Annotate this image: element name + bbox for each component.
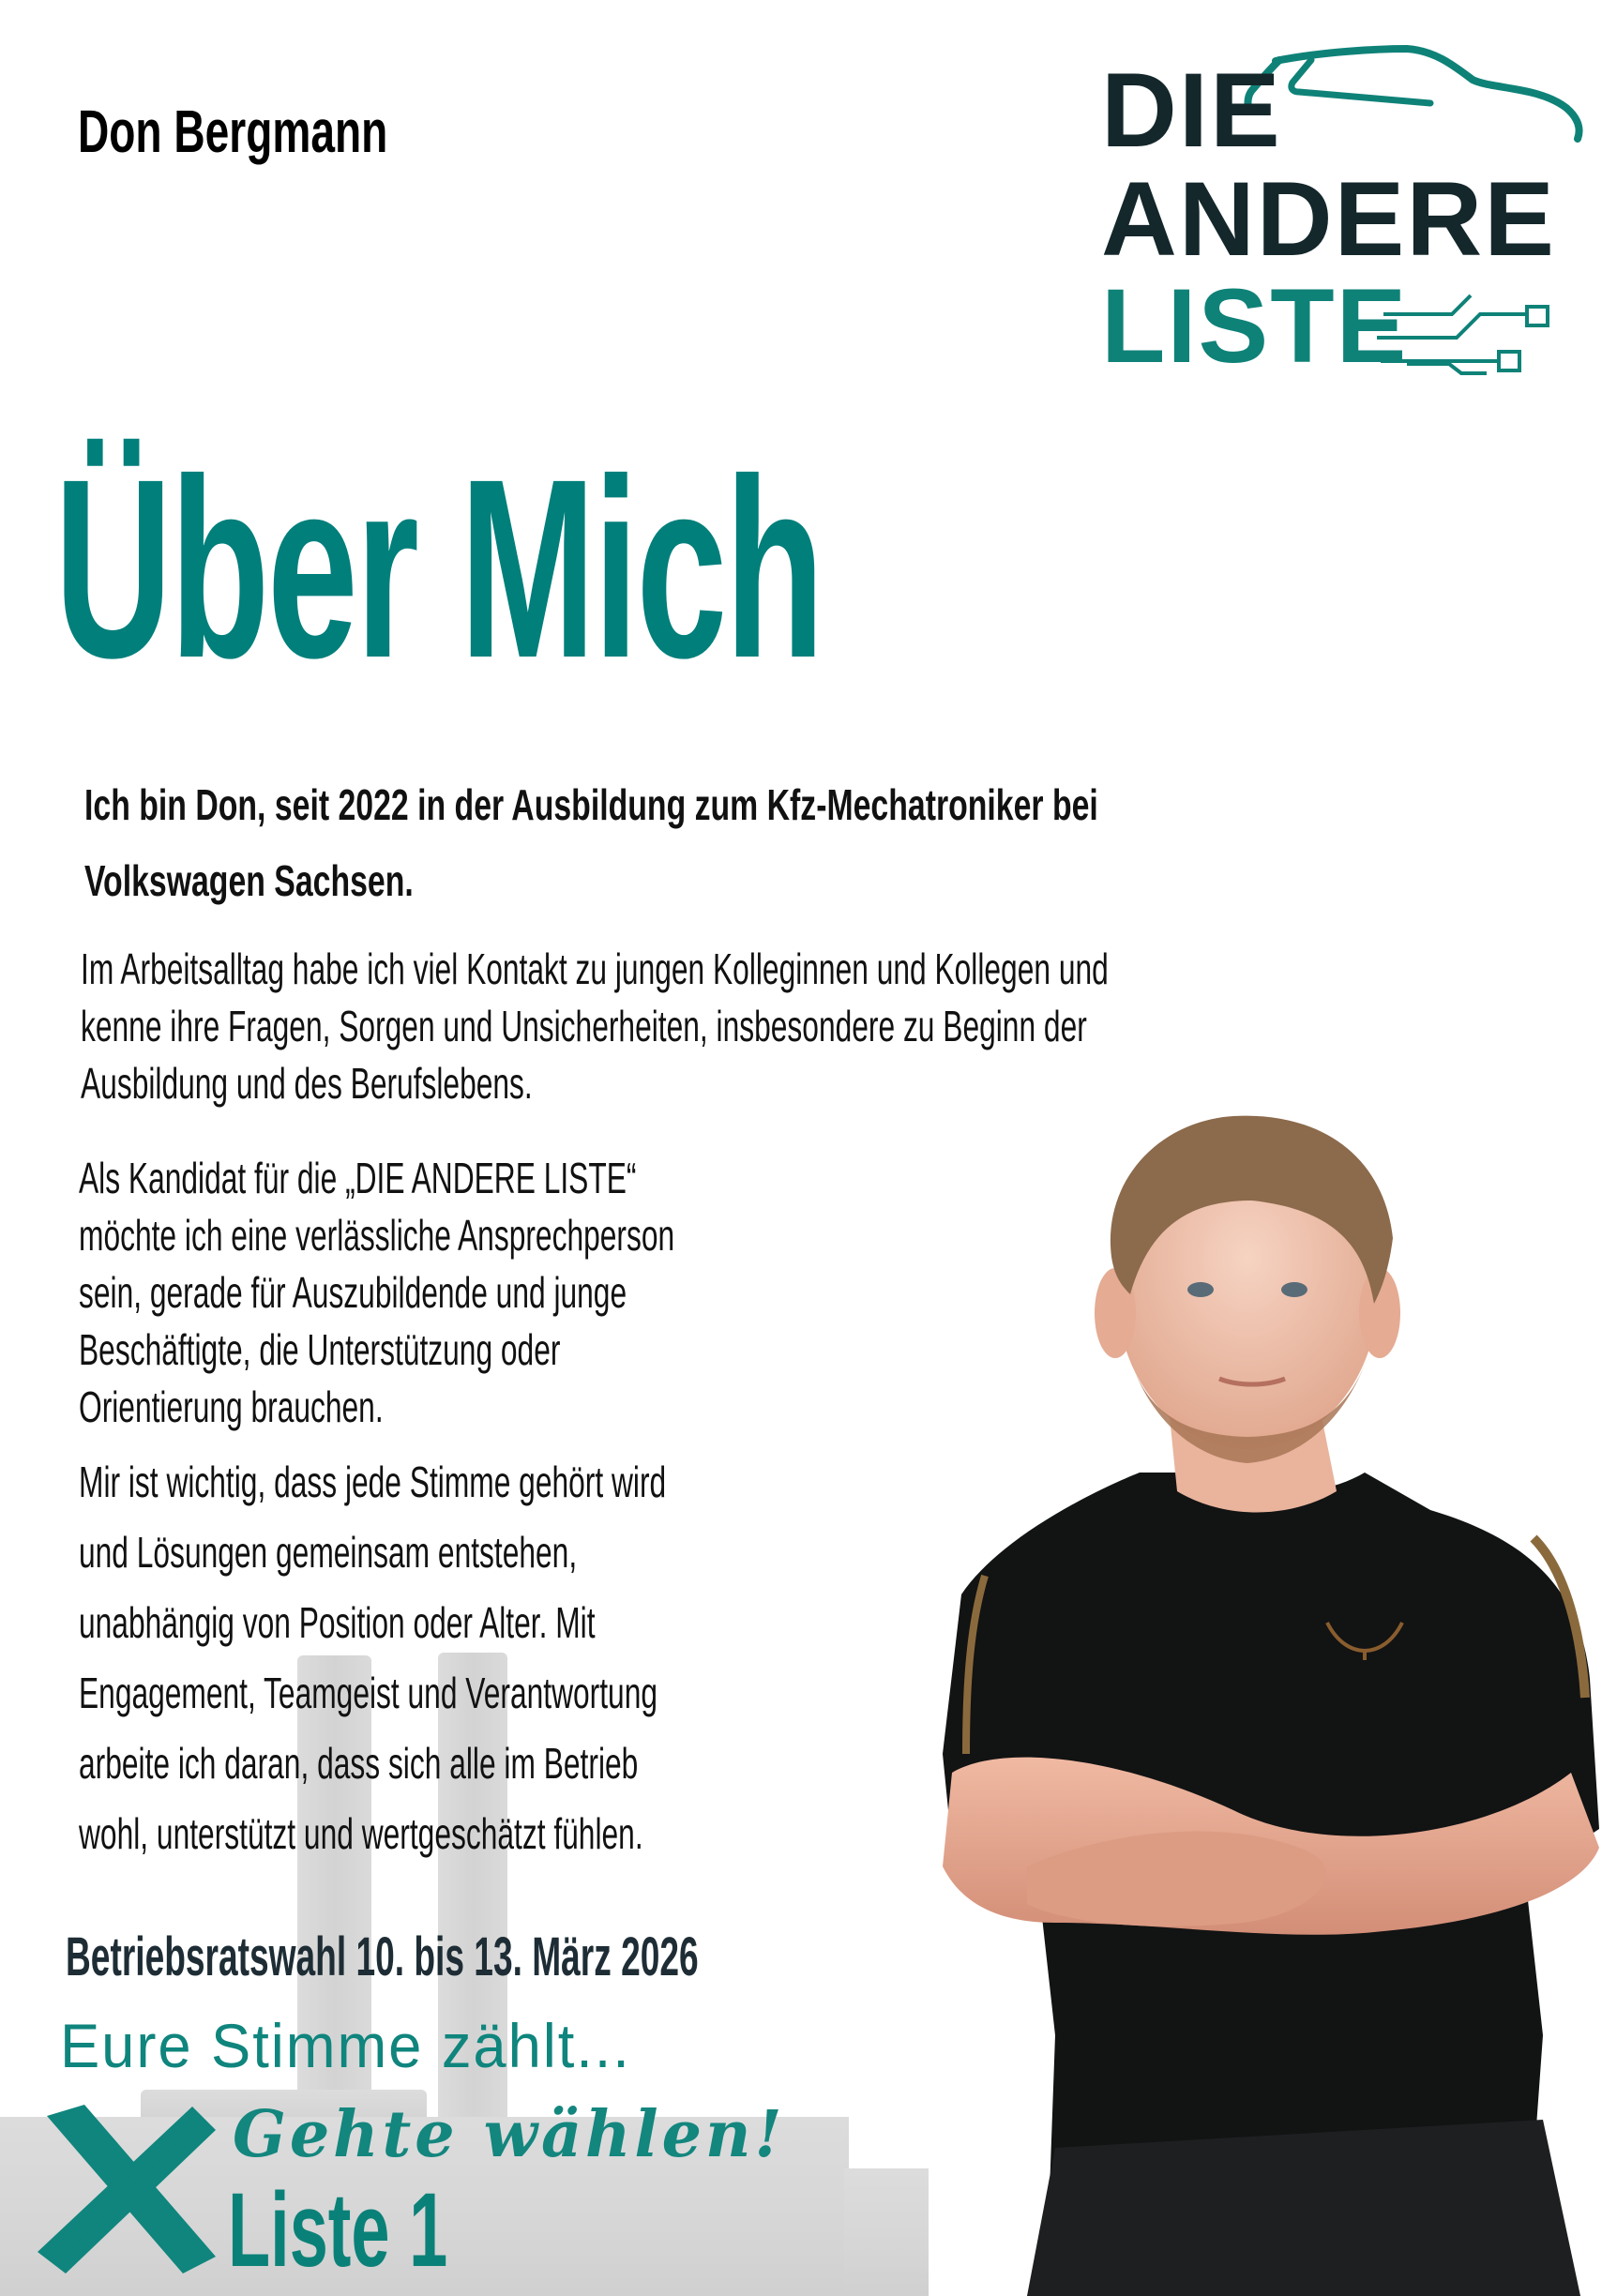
paragraph-line: Engagement, Teamgeist und Verantwortung (79, 1669, 658, 1717)
paragraph-line: sein, gerade für Auszubildende und junge (79, 1268, 627, 1317)
paragraph-line: Als Kandidat für die „DIE ANDERE LISTE“ (79, 1154, 637, 1202)
candidate-name-text: Don Bergmann (78, 98, 388, 165)
paragraph-line: möchte ich eine verlässliche Ansprechperson (79, 1211, 675, 1260)
paragraph-work-context (81, 941, 1570, 1112)
election-date (66, 1926, 1054, 1987)
slogan-text: Eure Stimme zählt... (60, 2011, 631, 2080)
intro-text (84, 767, 1548, 919)
election-date-text: Betriebsratswahl 10. bis 13. März 2026 (66, 1926, 699, 1987)
call-to-vote-text: Gehte wählen! (233, 2097, 786, 2172)
paragraph-line: wohl, unterstützt und wertgeschätzt fühlen. (79, 1809, 643, 1858)
page-title (54, 426, 1254, 711)
list-number (228, 2171, 561, 2288)
candidate-name (78, 98, 508, 165)
slogan (60, 2011, 655, 2080)
candidate-photo (924, 1097, 1617, 2296)
logo-word-die: DIE (1101, 52, 1282, 169)
paragraph-line: unabhängig von Position oder Alter. Mit (79, 1598, 596, 1647)
portrait-image (924, 1097, 1617, 2296)
background-factory-step (844, 2168, 929, 2296)
paragraph-line: und Lösungen gemeinsam entstehen, (79, 1528, 578, 1577)
paragraph-line: Beschäftigte, die Unterstützung oder (79, 1325, 561, 1374)
call-to-vote (233, 2097, 797, 2172)
paragraph-line: kenne ihre Fragen, Sorgen und Unsicherheiten, insbesondere zu Beginn der (81, 1002, 1087, 1050)
paragraph-line: Im Arbeitsalltag habe ich viel Kontakt zu jungen Kolleginnen und Kollegen und (81, 944, 1109, 993)
list-number-text: Liste 1 (228, 2171, 448, 2288)
paragraph-line: Mir ist wichtig, dass jede Stimme gehört wird (79, 1458, 667, 1506)
die-andere-liste-logo (1097, 28, 1604, 385)
paragraph-line: arbeite ich daran, dass sich alle im Betrieb (79, 1739, 639, 1788)
paragraph-line: Ausbildung und des Berufslebens. (81, 1059, 533, 1108)
logo-word-liste: LISTE (1101, 267, 1409, 385)
paragraph-values (79, 1447, 930, 1869)
logo-word-andere: ANDERE (1101, 160, 1556, 278)
intro-line-1: Ich bin Don, seit 2022 in der Ausbildung zum Kfz-Mechatroniker bei (84, 780, 1098, 829)
ballot-x-icon (28, 2097, 220, 2280)
paragraph-line: Orientierung brauchen. (79, 1382, 384, 1431)
paragraph-candidacy (79, 1150, 943, 1436)
page-title-text: Über Mich (54, 426, 823, 711)
intro-line-2: Volkswagen Sachsen. (84, 856, 414, 905)
